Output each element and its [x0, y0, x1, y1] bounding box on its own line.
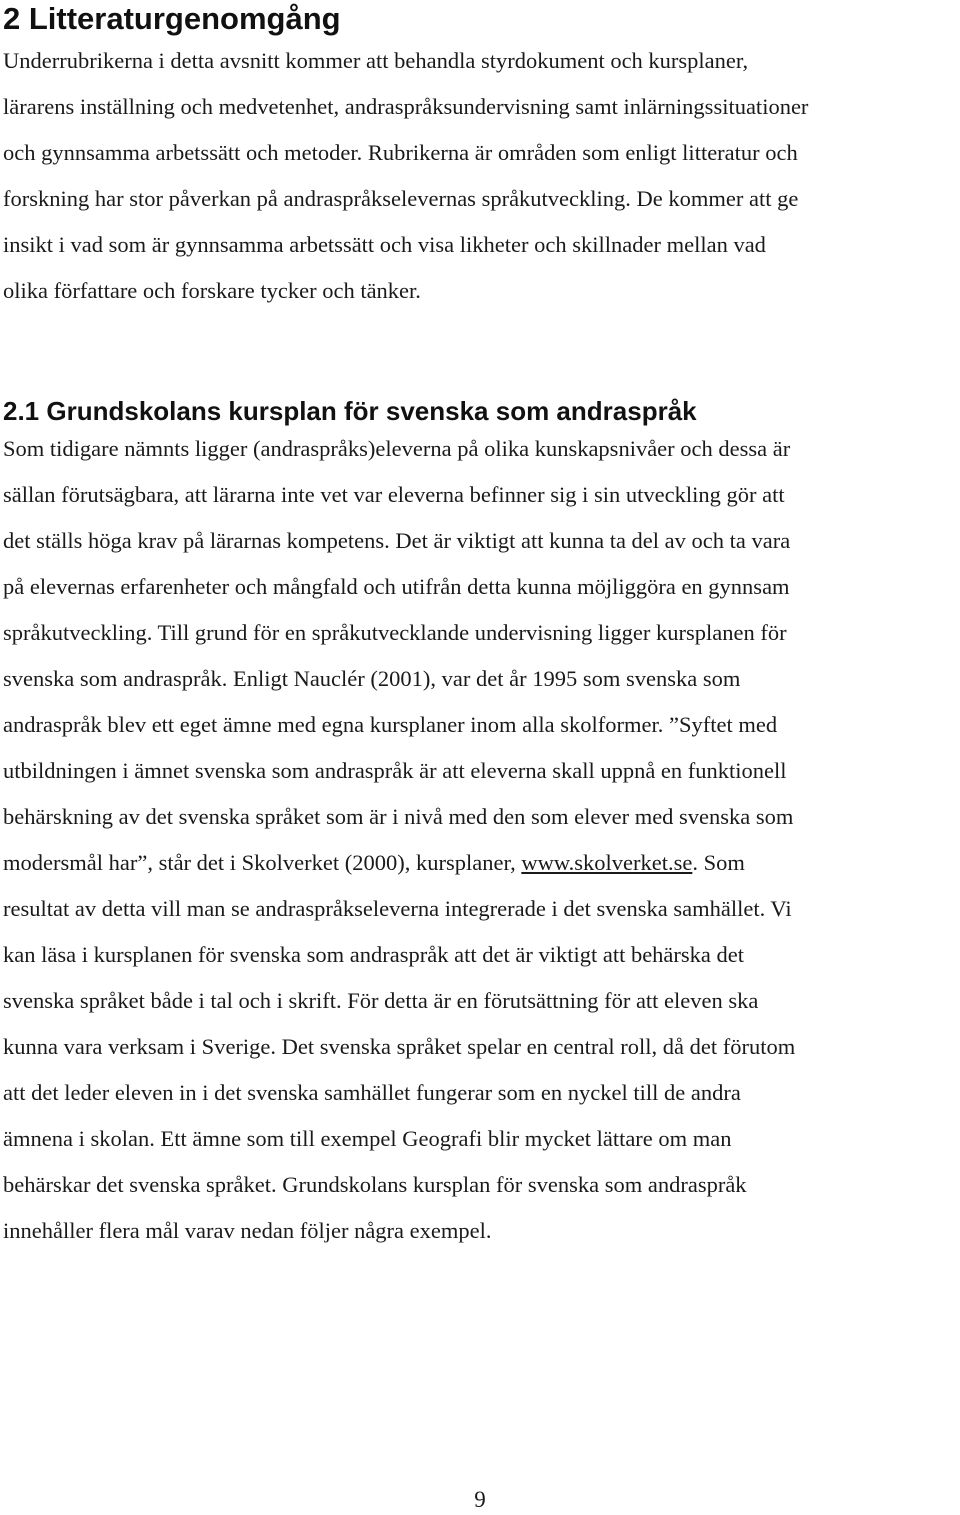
intro-paragraph [3, 38, 808, 314]
text-line: olika författare och forskare tycker och tänker. [3, 278, 421, 303]
text-line: svenska språket både i tal och i skrift. För detta är en förutsättning för att eleven ska [3, 988, 759, 1013]
text-line: forskning har stor påverkan på andraspråkselevernas språkutveckling. De kommer att ge [3, 186, 799, 211]
text-line: kunna vara verksam i Sverige. Det svenska språket spelar en central roll, då det förutom [3, 1034, 796, 1059]
text-fragment: . Som [692, 850, 745, 875]
page-number: 9 [474, 1487, 486, 1512]
text-line: utbildningen i ämnet svenska som andraspråk är att eleverna skall uppnå en funktionell [3, 758, 787, 783]
subsection-heading: 2.1 Grundskolans kursplan för svenska som andraspråk [3, 396, 697, 426]
text-line: lärarens inställning och medvetenhet, andraspråksundervisning samt inlärningssituationer [3, 94, 809, 119]
text-line-with-link [3, 840, 795, 886]
text-line: språkutveckling. Till grund för en språkutvecklande undervisning ligger kursplanen för [3, 620, 787, 645]
text-line: att det leder eleven in i det svenska samhället fungerar som en nyckel till de andra [3, 1080, 741, 1105]
text-line: Underrubrikerna i detta avsnitt kommer att behandla styrdokument och kursplaner, [3, 48, 749, 73]
text-line: ämnena i skolan. Ett ämne som till exempel Geografi blir mycket lättare om man [3, 1126, 732, 1151]
text-line: behärskar det svenska språket. Grundskolans kursplan för svenska som andraspråk [3, 1172, 747, 1197]
text-line: svenska som andraspråk. Enligt Nauclér (2001), var det år 1995 som svenska som [3, 666, 741, 691]
text-line: Som tidigare nämnts ligger (andraspråks)eleverna på olika kunskapsnivåer och dessa är [3, 436, 791, 461]
text-line: sällan förutsägbara, att lärarna inte vet var eleverna befinner sig i sin utveckling gör att [3, 482, 785, 507]
text-line: det ställs höga krav på lärarnas kompetens. Det är viktigt att kunna ta del av och ta vara [3, 528, 791, 553]
text-line: och gynnsamma arbetssätt och metoder. Rubrikerna är områden som enligt litteratur och [3, 140, 798, 165]
text-line: innehåller flera mål varav nedan följer några exempel. [3, 1218, 492, 1243]
text-line: resultat av detta vill man se andraspråkseleverna integrerade i det svenska samhället. Vi [3, 896, 792, 921]
skolverket-link[interactable]: www.skolverket.se [521, 850, 693, 875]
text-line: behärskning av det svenska språket som är i nivå med den som elever med svenska som [3, 804, 794, 829]
body-paragraph [3, 426, 795, 1254]
text-line: andraspråk blev ett eget ämne med egna kursplaner inom alla skolformer. ”Syftet med [3, 712, 778, 737]
text-fragment: modersmål har”, står det i Skolverket (2000), kursplaner, [3, 850, 522, 875]
section-heading: 2 Litteraturgenomgång [3, 1, 341, 36]
text-line: kan läsa i kursplanen för svenska som andraspråk att det är viktigt att behärska det [3, 942, 745, 967]
text-line: på elevernas erfarenheter och mångfald och utifrån detta kunna möjliggöra en gynnsam [3, 574, 790, 599]
text-line: insikt i vad som är gynnsamma arbetssätt och visa likheter och skillnader mellan vad [3, 232, 766, 257]
